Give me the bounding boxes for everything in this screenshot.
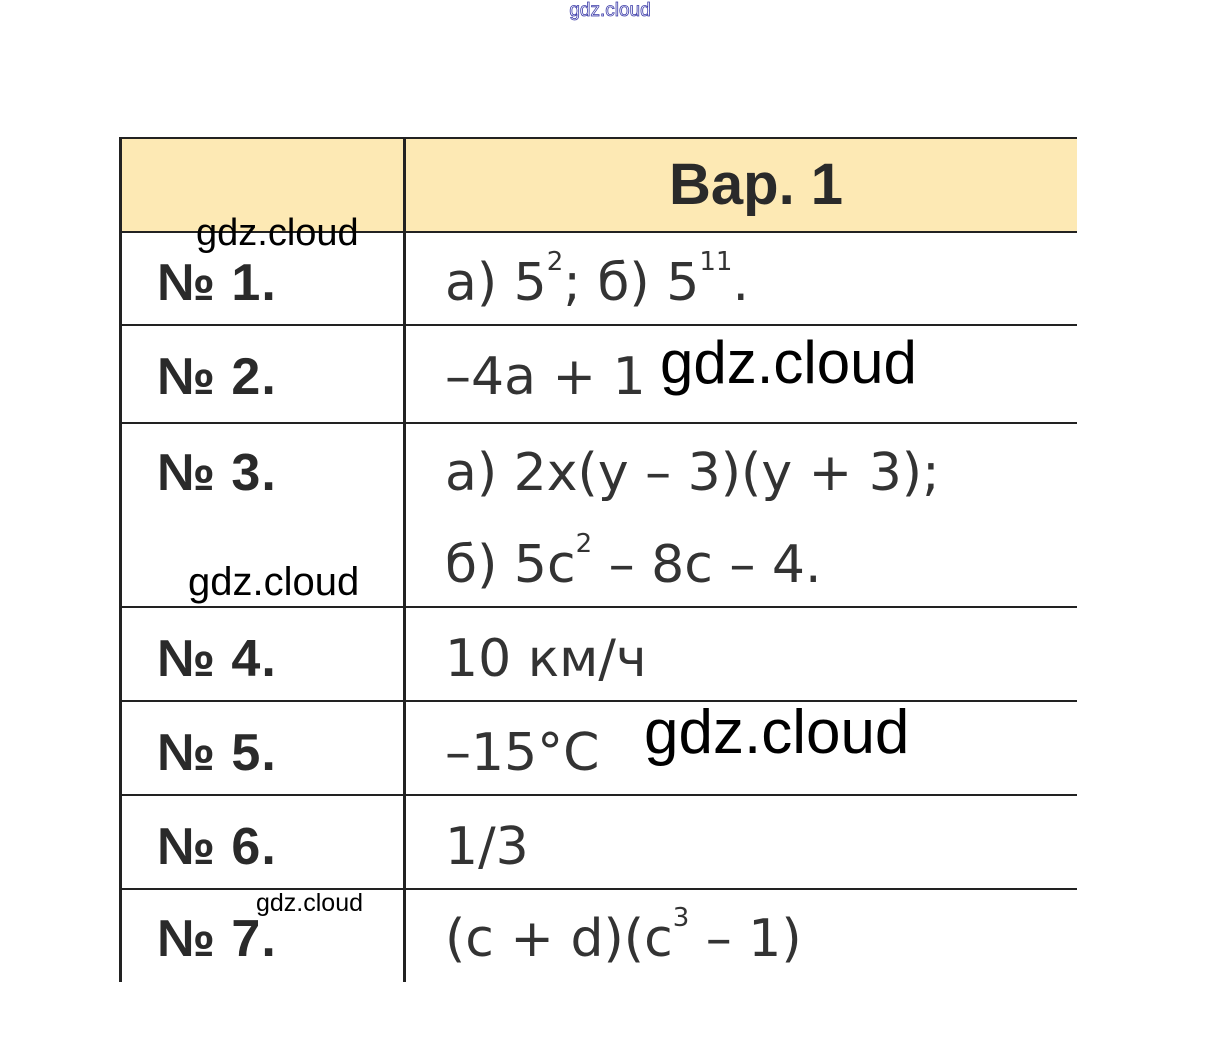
watermark: gdz.cloud	[256, 889, 364, 917]
task-answer-line-2: б) $5c^2 - 8c - 4$.	[445, 529, 822, 595]
row-divider	[119, 794, 1077, 796]
task-number: № 6.	[157, 818, 277, 876]
watermark: gdz.cloud	[188, 560, 360, 604]
task-number: № 3.	[157, 444, 277, 502]
watermark: gdz.cloud	[196, 212, 359, 254]
column-divider	[403, 137, 406, 982]
task-number: № 7.	[157, 910, 277, 968]
task-number: № 5.	[157, 724, 277, 782]
watermark: gdz.cloud	[660, 329, 917, 396]
task-answer: –15°C	[445, 723, 600, 783]
row-divider	[119, 137, 1077, 139]
task-number: № 1.	[157, 254, 277, 312]
task-answer: $(c + d)(c^3 - 1)$	[445, 903, 802, 969]
row-divider	[119, 700, 1077, 702]
task-answer: а) $5^2$; б) $5^{11}$.	[445, 247, 749, 313]
task-answer: –4a + 1	[445, 347, 646, 407]
column-divider	[119, 137, 122, 982]
header-variant-label: Вар. 1	[669, 152, 844, 217]
watermark: gdz.cloud	[644, 698, 910, 767]
row-divider	[119, 606, 1077, 608]
task-answer: 10 км/ч	[445, 629, 647, 689]
row-divider	[119, 422, 1077, 424]
task-number: № 2.	[157, 348, 277, 406]
top-watermark: gdz.cloud	[569, 0, 651, 21]
task-answer-line-1: а) 2x(y – 3)(y + 3);	[445, 443, 940, 503]
task-answer: 1/3	[445, 817, 529, 877]
row-divider	[119, 324, 1077, 326]
task-number: № 4.	[157, 630, 277, 688]
